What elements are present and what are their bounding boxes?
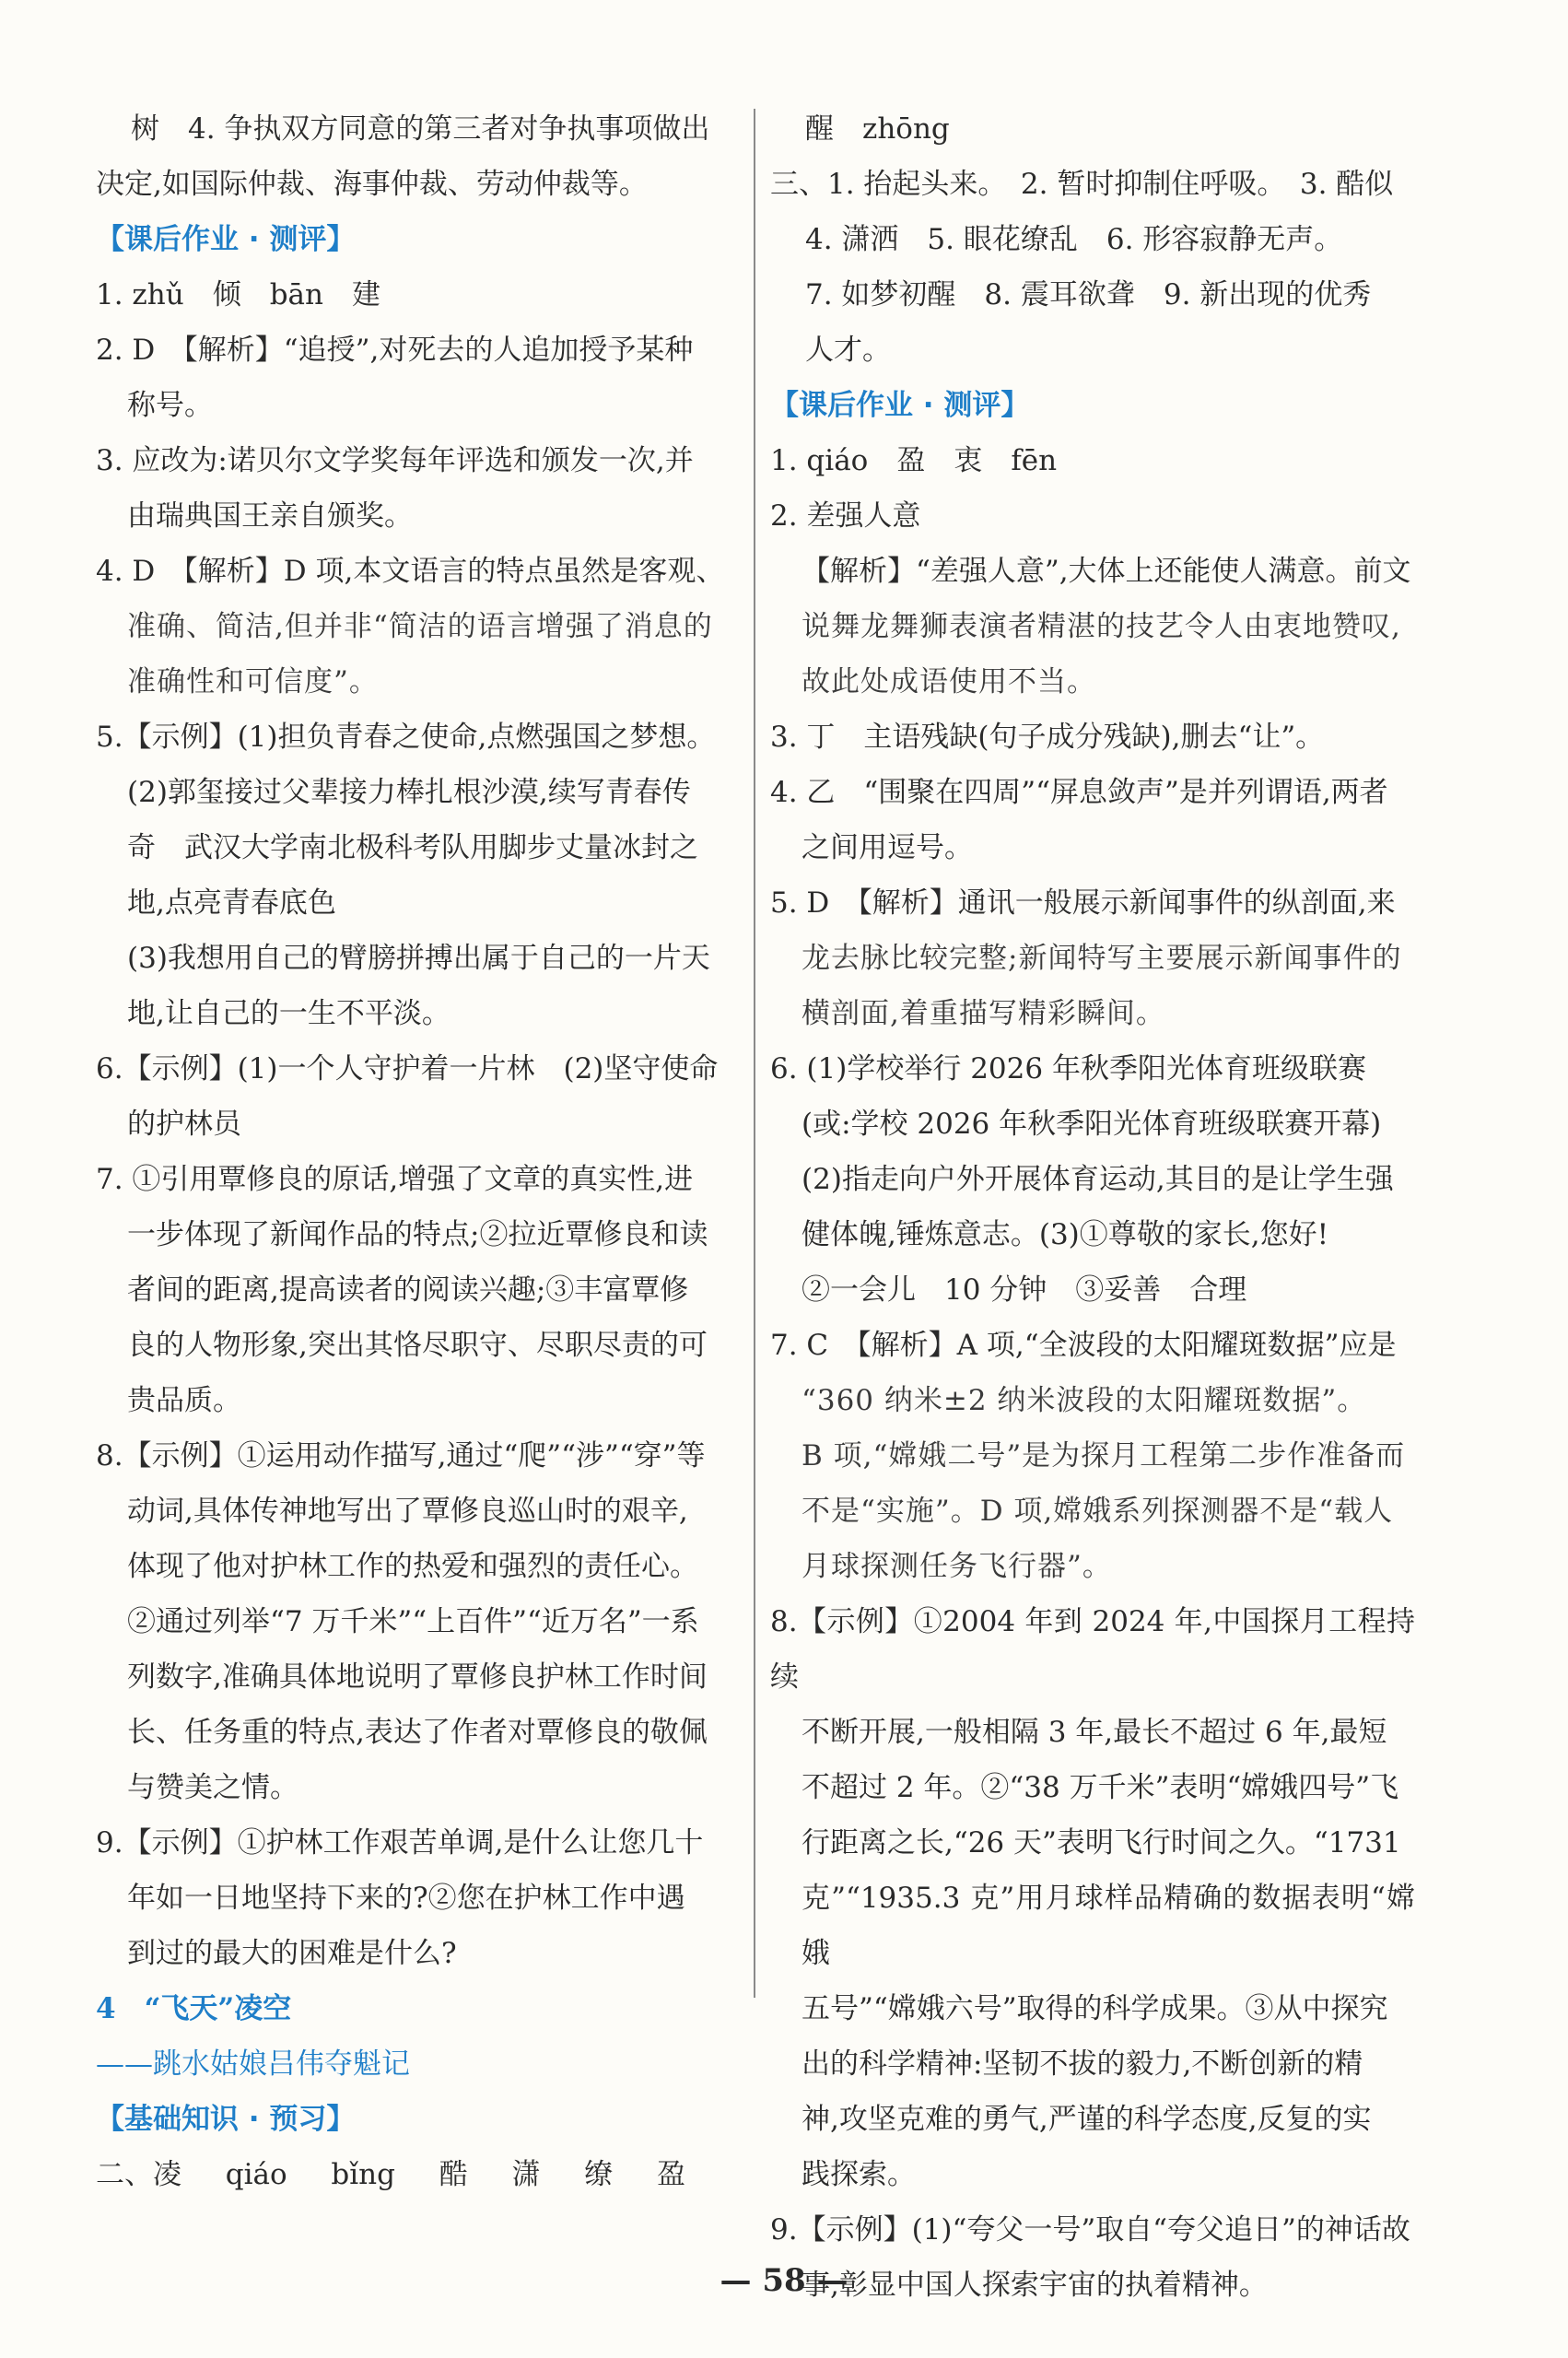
fill-in-row	[96, 2147, 741, 2202]
section-heading: 【课后作业 · 测评】	[96, 223, 356, 256]
answer-line: 龙去脉比较完整;新闻特写主要展示新闻事件的	[802, 942, 1402, 975]
answer-line: 2. 差强人意	[770, 499, 921, 533]
fill-item: 缭	[584, 2158, 614, 2191]
answer-line: 1. qiáo 盈 衷 fēn	[770, 444, 1058, 477]
answer-line: 5. D 【解析】通讯一般展示新闻事件的纵剖面,来	[770, 886, 1396, 920]
answer-line: 月球探测任务飞行器”。	[802, 1550, 1112, 1583]
page-number: — 58 —	[720, 2262, 848, 2299]
text-line: 7. 如梦初醒 8. 震耳欲聋 9. 新出现的优秀	[805, 278, 1372, 311]
answer-line: 不是“实施”。D 项,嫦娥系列探测器不是“载人	[802, 1495, 1394, 1528]
answer-line: 2. D 【解析】“追授”,对死去的人追加授予某种	[96, 334, 694, 367]
answer-line: 奇 武汉大学南北极科考队用脚步丈量冰封之	[127, 831, 698, 864]
answer-line: (3)我想用自己的臂膀拼搏出属于自己的一片天	[127, 942, 710, 975]
lesson-title: 4 “飞天”凌空	[96, 1992, 292, 2025]
answer-line: 列数字,准确具体地说明了覃修良护林工作时间	[127, 1660, 708, 1694]
lesson-subtitle: ——跳水姑娘吕伟夺魁记	[96, 2047, 410, 2081]
answer-line: 年如一日地坚持下来的?②您在护林工作中遇	[127, 1882, 685, 1915]
answer-line: 6.【示例】(1)一个人守护着一片林 (2)坚守使命	[96, 1052, 719, 1085]
text-line: 醒 zhōng	[805, 112, 950, 146]
answer-line: 一步体现了新闻作品的特点;②拉近覃修良和读	[127, 1218, 708, 1251]
answer-line: 事,彰显中国人探索宇宙的执着精神。	[802, 2269, 1268, 2302]
answer-line: 准确、简洁,但并非“简洁的语言增强了消息的	[127, 610, 713, 643]
answer-line: 5.【示例】(1)担负青春之使命,点燃强国之梦想。	[96, 721, 716, 754]
fill-item: qiáo	[225, 2158, 287, 2191]
answer-line: 出的科学精神:坚韧不拔的毅力,不断创新的精	[802, 2047, 1363, 2081]
fill-item: 盈	[656, 2158, 685, 2191]
answer-line: 克”“1935.3 克”用月球样品精确的数据表明“嫦娥	[802, 1882, 1415, 1970]
answer-line: 不超过 2 年。②“38 万千米”表明“嫦娥四号”飞	[802, 1771, 1399, 1804]
fill-item: 酷	[439, 2158, 468, 2191]
answer-line: 4. 乙 “围聚在四周”“屏息敛声”是并列谓语,两者	[770, 776, 1388, 809]
fill-item: 潇	[511, 2158, 541, 2191]
answer-line: 8.【示例】①运用动作描写,通过“爬”“涉”“穿”等	[96, 1439, 706, 1472]
answer-line: 故此处成语使用不当。	[802, 665, 1096, 698]
answer-line: 与赞美之情。	[127, 1771, 298, 1804]
answer-line: 由瑞典国王亲自颁奖。	[127, 499, 413, 533]
answer-line: 1. zhǔ 倾 bān 建	[96, 278, 380, 311]
answer-line: 3. 应改为:诺贝尔文学奖每年评选和颁发一次,并	[96, 444, 694, 477]
answer-line: 6. (1)学校举行 2026 年秋季阳光体育班级联赛	[770, 1052, 1366, 1085]
answer-line: B 项,“嫦娥二号”是为探月工程第二步作准备而	[802, 1439, 1406, 1472]
answer-line: 称号。	[127, 389, 213, 422]
answer-line: 准确性和可信度”。	[127, 665, 379, 698]
left-column	[96, 101, 741, 2202]
answer-line: 地,点亮青春底色	[127, 886, 336, 920]
answer-line: 3. 丁 主语残缺(句子成分残缺),删去“让”。	[770, 721, 1325, 754]
section-heading: 【基础知识 · 预习】	[96, 2103, 356, 2136]
answer-line: ②一会儿 10 分钟 ③妥善 合理	[802, 1273, 1247, 1307]
answer-line: 到过的最大的困难是什么?	[127, 1937, 457, 1970]
answer-line: 之间用逗号。	[802, 831, 973, 864]
text-line: 人才。	[805, 334, 891, 367]
fill-item: bǐng	[331, 2158, 395, 2191]
answer-line: 神,攻坚克难的勇气,严谨的科学态度,反复的实	[802, 2103, 1372, 2136]
answer-line: 7. ①引用覃修良的原话,增强了文章的真实性,进	[96, 1163, 694, 1196]
answer-line: 五号”“嫦娥六号”取得的科学成果。③从中探究	[802, 1992, 1388, 2025]
answer-line: 贵品质。	[127, 1384, 241, 1417]
answer-line: 8.【示例】①2004 年到 2024 年,中国探月工程持续	[770, 1605, 1415, 1694]
answer-line: 【解析】“差强人意”,大体上还能使人满意。前文	[802, 555, 1411, 588]
answer-line: 动词,具体传神地写出了覃修良巡山时的艰辛,	[127, 1495, 688, 1528]
text-line: 树 4. 争执双方同意的第三者对争执事项做出	[131, 112, 710, 146]
text-line: 4. 潇洒 5. 眼花缭乱 6. 形容寂静无声。	[805, 223, 1343, 256]
text-line: 决定,如国际仲裁、海事仲裁、劳动仲裁等。	[96, 168, 648, 201]
answer-line: 体现了他对护林工作的热爱和强烈的责任心。	[127, 1550, 698, 1583]
answer-line: 行距离之长,“26 天”表明飞行时间之久。“1731	[802, 1826, 1401, 1859]
right-column	[770, 101, 1415, 2313]
answer-line: 地,让自己的一生不平淡。	[127, 997, 451, 1030]
column-divider	[754, 109, 755, 1998]
answer-line: 者间的距离,提高读者的阅读兴趣;③丰富覃修	[127, 1273, 689, 1307]
answer-line: 9.【示例】①护林工作艰苦单调,是什么让您几十	[96, 1826, 704, 1859]
answer-line: (2)郭玺接过父辈接力棒扎根沙漠,续写青春传	[127, 776, 691, 809]
answer-line: 7. C 【解析】A 项,“全波段的太阳耀斑数据”应是	[770, 1329, 1397, 1362]
answer-line: 践探索。	[802, 2158, 916, 2191]
answer-line: (2)指走向户外开展体育运动,其目的是让学生强	[802, 1163, 1394, 1196]
answer-line: 说舞龙舞狮表演者精湛的技艺令人由衷地赞叹,	[802, 610, 1401, 643]
answer-line: 良的人物形象,突出其恪尽职守、尽职尽责的可	[127, 1329, 708, 1362]
answer-line: 横剖面,着重描写精彩瞬间。	[802, 997, 1165, 1030]
answer-line: ②通过列举“7 万千米”“上百件”“近万名”一系	[127, 1605, 699, 1638]
fill-item: 二、凌	[96, 2158, 181, 2191]
answer-line: 的护林员	[127, 1108, 241, 1141]
answer-line: (或:学校 2026 年秋季阳光体育班级联赛开幕)	[802, 1108, 1382, 1141]
answer-line: “360 纳米±2 纳米波段的太阳耀斑数据”。	[802, 1384, 1367, 1417]
section-heading: 【课后作业 · 测评】	[770, 389, 1030, 422]
answer-line: 不断开展,一般相隔 3 年,最长不超过 6 年,最短	[802, 1716, 1387, 1749]
answer-line: 9.【示例】(1)“夸父一号”取自“夸父追日”的神话故	[770, 2213, 1410, 2247]
answer-line: 健体魄,锤炼意志。(3)①尊敬的家长,您好!	[802, 1218, 1329, 1251]
text-line: 三、1. 抬起头来。 2. 暂时抑制住呼吸。 3. 酷似	[770, 168, 1394, 201]
answer-line: 4. D 【解析】D 项,本文语言的特点虽然是客观、	[96, 555, 725, 588]
answer-line: 长、任务重的特点,表达了作者对覃修良的敬佩	[127, 1716, 708, 1749]
